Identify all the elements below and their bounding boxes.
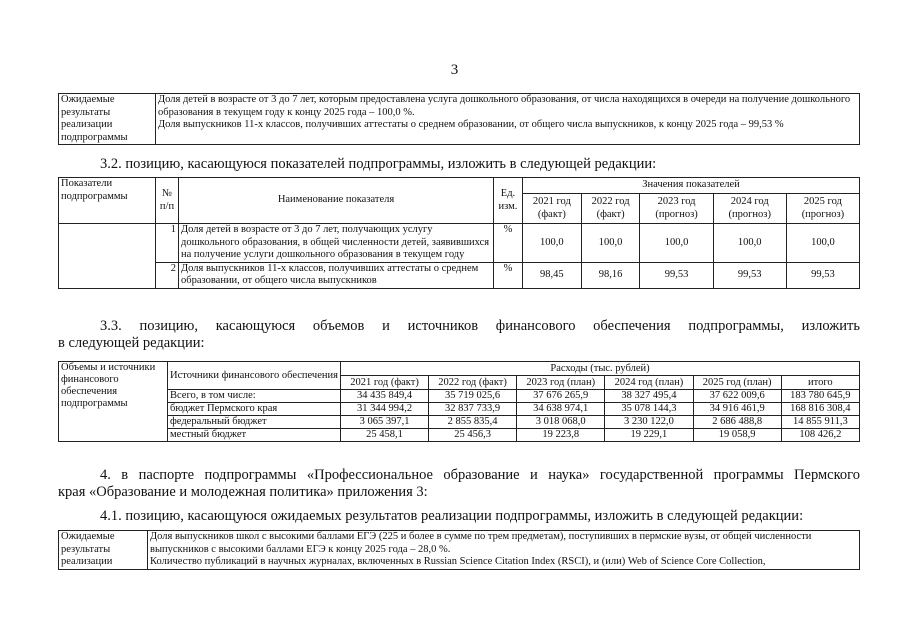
- expected-result-2: Количество публикаций в научных журналах, включенных в Russian Science Citation Index (RSCI), и (или) Web of Science Core Collection,: [150, 556, 766, 567]
- source-name: местный бюджет: [168, 429, 341, 442]
- indicator-value: 100,0: [581, 224, 640, 263]
- expected-results-label: Ожидаемые результаты реализации: [59, 531, 148, 570]
- expense-value: 34 916 461,9: [693, 403, 781, 416]
- table-row: [59, 262, 860, 288]
- paragraph-3-2: 3.2. позицию, касающуюся показателей подпрограммы, изложить в следующей редакции:: [100, 156, 657, 172]
- expense-value: 19 223,8: [517, 429, 605, 442]
- expense-value: 34 638 974,1: [517, 403, 605, 416]
- expense-value: 31 344 994,2: [341, 403, 429, 416]
- expense-value: 35 719 025,6: [429, 390, 517, 403]
- expected-result-1: Доля детей в возрасте от 3 до 7 лет, которым предоставлена услуга дошкольного образования, от числа находящихся в очереди на получение дошкольного образования в текущем году к концу 2025 года – 100,0 %.: [158, 94, 851, 118]
- col-values-header: Значения показателей: [523, 178, 860, 194]
- financing-label: Объемы и источники финансового обеспечения подпрограммы: [59, 362, 168, 442]
- year-header: 2023 год (прогноз): [640, 194, 713, 224]
- table-row: [59, 429, 860, 442]
- indicators-table: [58, 177, 860, 289]
- source-name: федеральный бюджет: [168, 416, 341, 429]
- table-row: [59, 390, 860, 403]
- expense-value: 37 676 265,9: [517, 390, 605, 403]
- expense-value: 14 855 911,3: [781, 416, 859, 429]
- col-expenses-header: Расходы (тыс. рублей): [341, 362, 860, 376]
- source-name: бюджет Пермского края: [168, 403, 341, 416]
- table-row: [59, 416, 860, 429]
- year-header: 2024 год (план): [605, 376, 693, 390]
- paragraph-3-3: [58, 318, 860, 352]
- indicators-label: Показатели подпрограммы: [59, 178, 156, 224]
- expense-value: 183 780 645,9: [781, 390, 859, 403]
- expense-value: 38 327 495,4: [605, 390, 693, 403]
- paragraph-3-3-line2: в следующей редакции:: [58, 335, 205, 351]
- page-number: 3: [450, 62, 459, 78]
- expense-value: 3 018 068,0: [517, 416, 605, 429]
- paragraph-3-3-line1: 3.3. позицию, касающуюся объемов и источников финансового обеспечения подпрограммы, изложить: [100, 318, 860, 334]
- expense-value: 19 229,1: [605, 429, 693, 442]
- year-header: 2025 год (план): [693, 376, 781, 390]
- row-num: 1: [156, 224, 179, 263]
- expense-value: 3 230 122,0: [605, 416, 693, 429]
- financing-table: [58, 361, 860, 442]
- expected-result-2: Доля выпускников 11-х классов, получивших аттестаты о среднем образовании, от общего числа выпускников, к концу 2025 года – 99,53 %: [158, 119, 784, 130]
- indicator-value: 98,16: [581, 262, 640, 288]
- expense-value: 32 837 733,9: [429, 403, 517, 416]
- source-name: Всего, в том числе:: [168, 390, 341, 403]
- paragraph-4-1: 4.1. позицию, касающуюся ожидаемых результатов реализации подпрограммы, изложить в следующей редакции:: [100, 508, 804, 524]
- expense-value: 168 816 308,4: [781, 403, 859, 416]
- expense-value: 25 456,3: [429, 429, 517, 442]
- year-header: 2021 год (факт): [341, 376, 429, 390]
- indicator-name: Доля выпускников 11-х классов, получивших аттестаты о среднем образовании, от общего числа выпускников: [179, 262, 494, 288]
- indicator-value: 99,53: [786, 262, 859, 288]
- indicator-value: 100,0: [640, 224, 713, 263]
- table-row: [59, 403, 860, 416]
- row-num: 2: [156, 262, 179, 288]
- indicator-value: 100,0: [523, 224, 582, 263]
- expense-value: 3 065 397,1: [341, 416, 429, 429]
- indicator-value: 99,53: [640, 262, 713, 288]
- expense-value: 37 622 009,6: [693, 390, 781, 403]
- year-header: 2025 год (прогноз): [786, 194, 859, 224]
- col-source-header: Источники финансового обеспечения: [168, 362, 341, 390]
- expense-value: 108 426,2: [781, 429, 859, 442]
- indicator-value: 99,53: [713, 262, 786, 288]
- expected-results-text: [148, 531, 860, 570]
- expense-value: 25 458,1: [341, 429, 429, 442]
- expense-value: 19 058,9: [693, 429, 781, 442]
- expense-value: 2 855 835,4: [429, 416, 517, 429]
- year-header: 2022 год (факт): [429, 376, 517, 390]
- year-header: 2022 год (факт): [581, 194, 640, 224]
- year-header: 2024 год (прогноз): [713, 194, 786, 224]
- year-header: итого: [781, 376, 859, 390]
- expense-value: 2 686 488,8: [693, 416, 781, 429]
- indicator-name: Доля детей в возрасте от 3 до 7 лет, получающих услугу дошкольного образования, в общей численности детей, заявившихся на получение услуги дошкольного образования в текущем году: [179, 224, 494, 263]
- expense-value: 35 078 144,3: [605, 403, 693, 416]
- col-name-header: Наименование показателя: [179, 178, 494, 224]
- col-unit-header: Ед. изм.: [494, 178, 523, 224]
- paragraph-4: [58, 467, 860, 501]
- indicator-unit: %: [494, 262, 523, 288]
- year-header: 2021 год (факт): [523, 194, 582, 224]
- table-row: [59, 224, 860, 263]
- expected-results-table-2: [58, 530, 860, 570]
- paragraph-4-line1: 4. в паспорте подпрограммы «Профессиональное образование и наука» государственной программы Пермского: [100, 467, 860, 483]
- indicator-unit: %: [494, 224, 523, 263]
- expected-results-text: [156, 94, 860, 145]
- indicator-value: 100,0: [786, 224, 859, 263]
- expected-results-table: [58, 93, 860, 145]
- expected-results-label: Ожидаемые результаты реализации подпрограммы: [59, 94, 156, 145]
- indicator-value: 98,45: [523, 262, 582, 288]
- paragraph-4-line2: края «Образование и молодежная политика» приложения 3:: [58, 484, 428, 500]
- year-header: 2023 год (план): [517, 376, 605, 390]
- expense-value: 34 435 849,4: [341, 390, 429, 403]
- col-num-header: № п/п: [156, 178, 179, 224]
- expected-result-1: Доля выпускников школ с высокими баллами ЕГЭ (225 и более в сумме по трем предметам), поступивших в пермские вузы, от общей численности выпускников с высокими баллами ЕГЭ к концу 2025 года – 28,0 %.: [150, 531, 812, 555]
- indicator-value: 100,0: [713, 224, 786, 263]
